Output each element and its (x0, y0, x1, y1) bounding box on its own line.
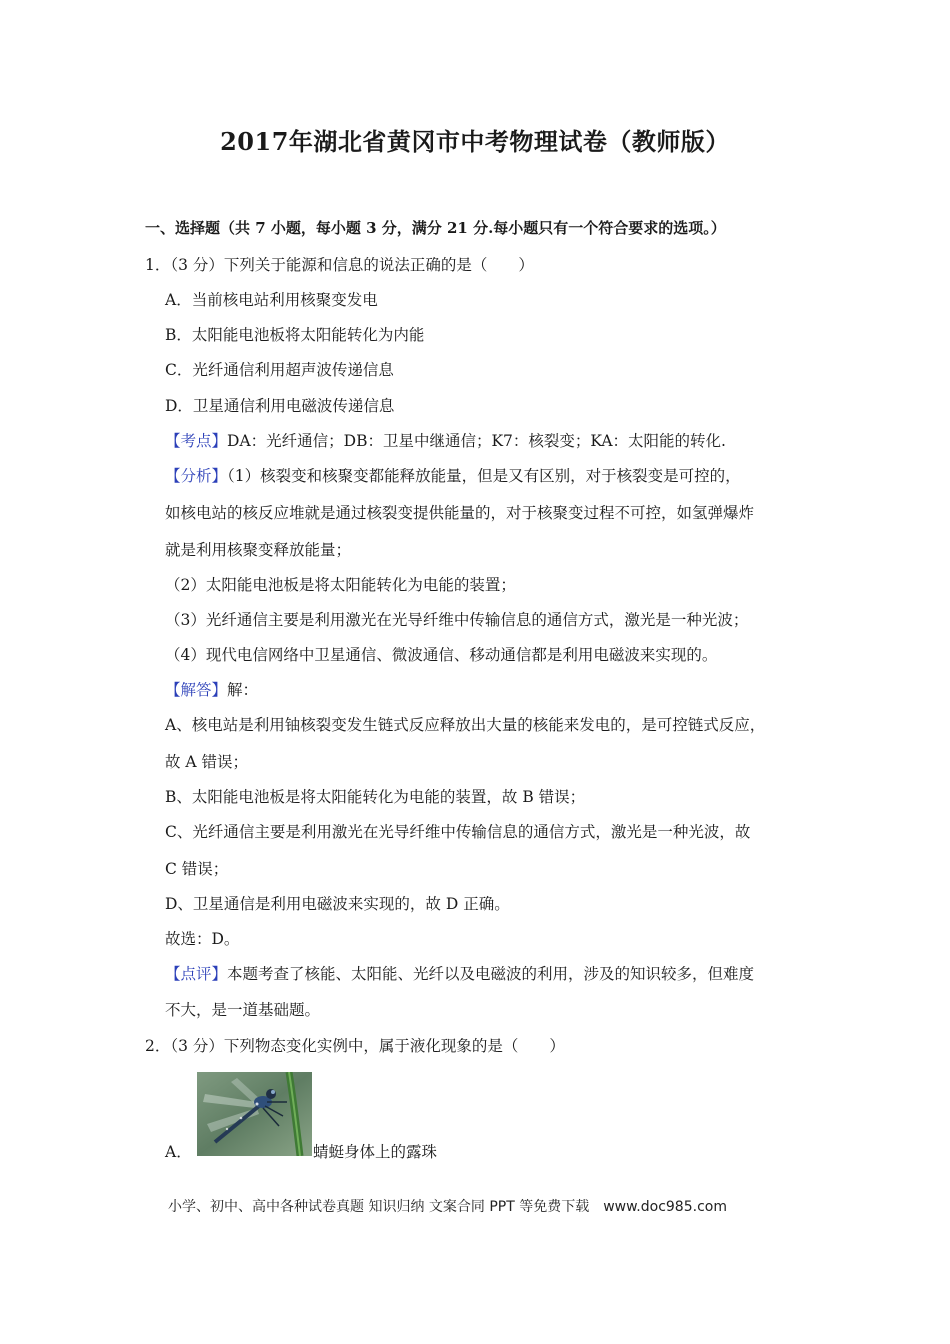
dianping-line: 本题考查了核能、太阳能、光纤以及电磁波的利用，涉及的知识较多，但难度 (227, 965, 755, 983)
page-title: 2017年湖北省黄冈市中考物理试卷（教师版） (220, 127, 730, 156)
section-heading: 一、选择题（共 7 小题，每小题 3 分，满分 21 分.每小题只有一个符合要求的选项。） (145, 219, 726, 237)
q1-dianping (165, 964, 754, 984)
fenxi-line: （4）现代电信网络中卫星通信、微波通信、移动通信都是利用电磁波来实现的。 (165, 646, 718, 664)
jieda-line: 故选：D。 (165, 930, 240, 948)
dianping-line: 不大，是一道基础题。 (165, 1001, 321, 1019)
question-1-stem: 1．（3 分）下列关于能源和信息的说法正确的是（ ） (145, 256, 534, 274)
jieda-tag: 【解答】 (165, 681, 228, 699)
dianping-tag: 【点评】 (165, 965, 228, 983)
fenxi-line: 就是利用核聚变释放能量； (165, 541, 352, 559)
q1-fenxi-first (165, 466, 741, 486)
fenxi-line: （2）太阳能电池板是将太阳能转化为电能的装置； (165, 576, 516, 594)
dragonfly-photo (197, 1072, 312, 1156)
q2-option-a-letter: A． (165, 1143, 192, 1161)
kaodian-tag: 【考点】 (165, 432, 228, 450)
page-footer: 小学、初中、高中各种试卷真题 知识归纳 文案合同 PPT 等免费下载 www.doc985.com (168, 1199, 727, 1215)
jieda-line: C 错误； (165, 860, 229, 878)
q1-option-d: D．卫星通信利用电磁波传递信息 (165, 397, 395, 415)
fenxi-line: 如核电站的核反应堆就是通过核裂变提供能量的，对于核聚变过程不可控，如氢弹爆炸 (165, 504, 755, 522)
jieda-line: D、卫星通信是利用电磁波来实现的，故 D 正确。 (165, 895, 510, 913)
q1-option-c: C．光纤通信利用超声波传递信息 (165, 361, 394, 379)
kaodian-text: DA：光纤通信；DB：卫星中继通信；K7：核裂变；KA：太阳能的转化. (227, 432, 726, 450)
jieda-line: C、光纤通信主要是利用激光在光导纤维中传输信息的通信方式，激光是一种光波，故 (165, 823, 751, 841)
q2-option-a-text: 蜻蜓身体上的露珠 (313, 1143, 438, 1161)
q1-option-a: A．当前核电站利用核聚变发电 (165, 291, 378, 309)
question-2-stem: 2．（3 分）下列物态变化实例中，属于液化现象的是（ ） (145, 1037, 565, 1055)
fenxi-line: （1）核裂变和核聚变都能释放能量，但是又有区别，对于核裂变是可控的， (227, 467, 741, 485)
q1-jieda (165, 680, 258, 700)
jieda-head: 解： (227, 681, 259, 699)
fenxi-tag: 【分析】 (165, 467, 228, 485)
q1-option-b: B．太阳能电池板将太阳能转化为内能 (165, 326, 425, 344)
jieda-line: A、核电站是利用铀核裂变发生链式反应释放出大量的核能来发电的，是可控链式反应， (165, 716, 766, 734)
jieda-line: B、太阳能电池板是将太阳能转化为电能的装置，故 B 错误； (165, 788, 586, 806)
fenxi-line: （3）光纤通信主要是利用激光在光导纤维中传输信息的通信方式，激光是一种光波； (165, 611, 749, 629)
q1-kaodian (165, 431, 726, 451)
jieda-line: 故 A 错误； (165, 753, 249, 771)
